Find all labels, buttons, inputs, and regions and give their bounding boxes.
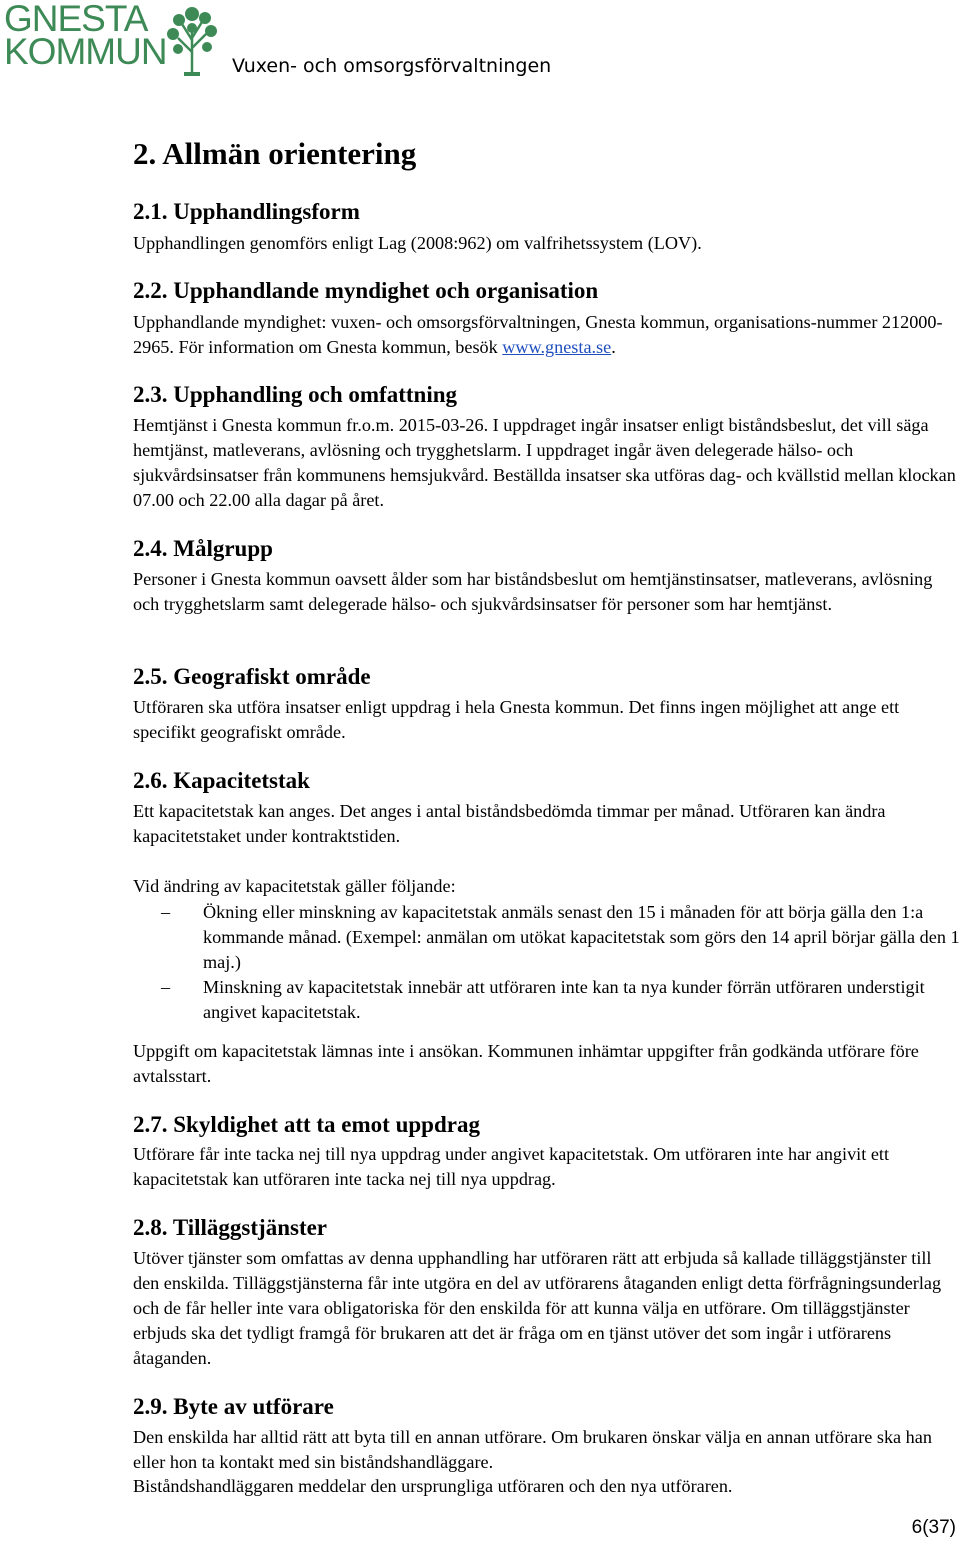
- list-item-text: Ökning eller minskning av kapacitetstak anmäls senast den 15 i månaden för att börja gälla den 1:a kommande månad. (Exempel: anmälan om utökat kapacitetstak som görs den 14 april börjar gälla den 1 maj.): [203, 902, 960, 972]
- section-text-2-7: Utförare får inte tacka nej till nya uppdrag under angivet kapacitetstak. Om utföraren inte har angivit ett kapacitetstak kan utföraren inte tacka nej till nya uppdrag.: [133, 1144, 889, 1189]
- section-heading-2-5: 2.5. Geografiskt område: [133, 664, 371, 689]
- section-text-2-9: Den enskilda har alltid rätt att byta till en annan utförare. Om brukaren önskar välja en annan utförare ska han eller hon ta kontakt med sin biståndshandläggare.: [133, 1427, 932, 1472]
- gnesta-kommun-logo: [4, 0, 167, 72]
- section-heading-2-7: 2.7. Skyldighet att ta emot uppdrag: [133, 1112, 480, 1137]
- list-intro: Vid ändring av kapacitetstak gäller följande:: [133, 876, 456, 896]
- text-before-link: Upphandlande myndighet: vuxen- och omsorgsförvaltningen, Gnesta kommun, organisations-nummer 212000-2965. För information om Gnesta kommun, besök: [133, 312, 943, 357]
- chapter-title: 2. Allmän orientering: [133, 136, 417, 171]
- list-item: [161, 975, 960, 1025]
- page-number: 6(37): [911, 1517, 956, 1538]
- text-after-link: .: [611, 337, 616, 357]
- section-heading-2-6: 2.6. Kapacitetstak: [133, 768, 310, 793]
- gnesta-website-link[interactable]: www.gnesta.se: [502, 337, 612, 357]
- capacity-rules-list: [161, 900, 960, 1025]
- section-text-2-4: Personer i Gnesta kommun oavsett ålder som har biståndsbeslut om hemtjänstinsatser, matleverans, avlösning och trygghetslarm samt delegerade hälso- och sjukvårdsinsatser för personer som har hemtjänst.: [133, 569, 933, 614]
- heading-number: 2.2.: [133, 278, 168, 303]
- logo-line-2: KOMMUN: [4, 31, 167, 72]
- page-header: [0, 0, 960, 90]
- section-heading-2-9: 2.9. Byte av utförare: [133, 1394, 334, 1419]
- section-text-2-8: Utöver tjänster som omfattas av denna upphandling har utföraren rätt att erbjuda så kallade tilläggstjänster till den enskilda. Tilläggstjänsterna får inte utgöra en del av utförarens åtaganden enligt detta förfrågningsunderlag och de får heller inte vara obligatoriska för den enskilda för att kunna välja en utförare. Om tilläggstjänster erbjuds ska det tydligt framgå för brukaren att det är fråga om en tjänst utöver det som ingår i utförarens åtaganden.: [133, 1248, 942, 1368]
- list-item: [161, 900, 960, 975]
- list-marker: –: [161, 902, 171, 922]
- section-text-2-6: Ett kapacitetstak kan anges. Det anges i antal biståndsbedömda timmar per månad. Utföraren kan ändra kapacitetstaket under kontraktstiden.: [133, 801, 886, 846]
- logo-line-1: GNESTA: [4, 0, 148, 39]
- department-name: Vuxen- och omsorgsförvaltningen: [232, 55, 552, 77]
- section-heading-2-4: 2.4. Målgrupp: [133, 536, 273, 561]
- list-item-text: Minskning av kapacitetstak innebär att utföraren inte kan ta nya kunder förrän utföraren understigit angivet kapacitetstak.: [203, 977, 925, 1022]
- heading-text: Upphandlande myndighet och organisation: [167, 278, 599, 303]
- section-text-2-6-b: Uppgift om kapacitetstak lämnas inte i ansökan. Kommunen inhämtar uppgifter från godkända utförare före avtalsstart.: [133, 1041, 919, 1086]
- section-heading-2-3: 2.3. Upphandling och omfattning: [133, 382, 457, 407]
- tree-logo-icon: [164, 2, 220, 78]
- section-heading-2-8: 2.8. Tilläggstjänster: [133, 1215, 328, 1240]
- section-text-2-2: [133, 310, 960, 360]
- section-text-2-1: Upphandlingen genomförs enligt Lag (2008:962) om valfrihetssystem (LOV).: [133, 233, 702, 253]
- section-text-2-5: Utföraren ska utföra insatser enligt uppdrag i hela Gnesta kommun. Det finns ingen möjlighet att ange ett specifikt geografiskt område.: [133, 697, 900, 742]
- section-heading-2-1: 2.1. Upphandlingsform: [133, 199, 360, 224]
- section-text-2-3: Hemtjänst i Gnesta kommun fr.o.m. 2015-03-26. I uppdraget ingår insatser enligt biståndsbeslut, det vill säga hemtjänst, matleverans, avlösning och trygghetslarm. I uppdraget ingår även delegerade hälso- och sjukvårdsinsatser från kommunens hemsjukvård. Beställda insatser ska utföras dag- och kvällstid mellan klockan 07.00 och 22.00 alla dagar på året.: [133, 415, 956, 510]
- list-marker: –: [161, 977, 171, 997]
- section-heading-2-2: [133, 277, 598, 305]
- section-text-2-9-b: Biståndshandläggaren meddelar den ursprungliga utföraren och den nya utföraren.: [133, 1476, 733, 1496]
